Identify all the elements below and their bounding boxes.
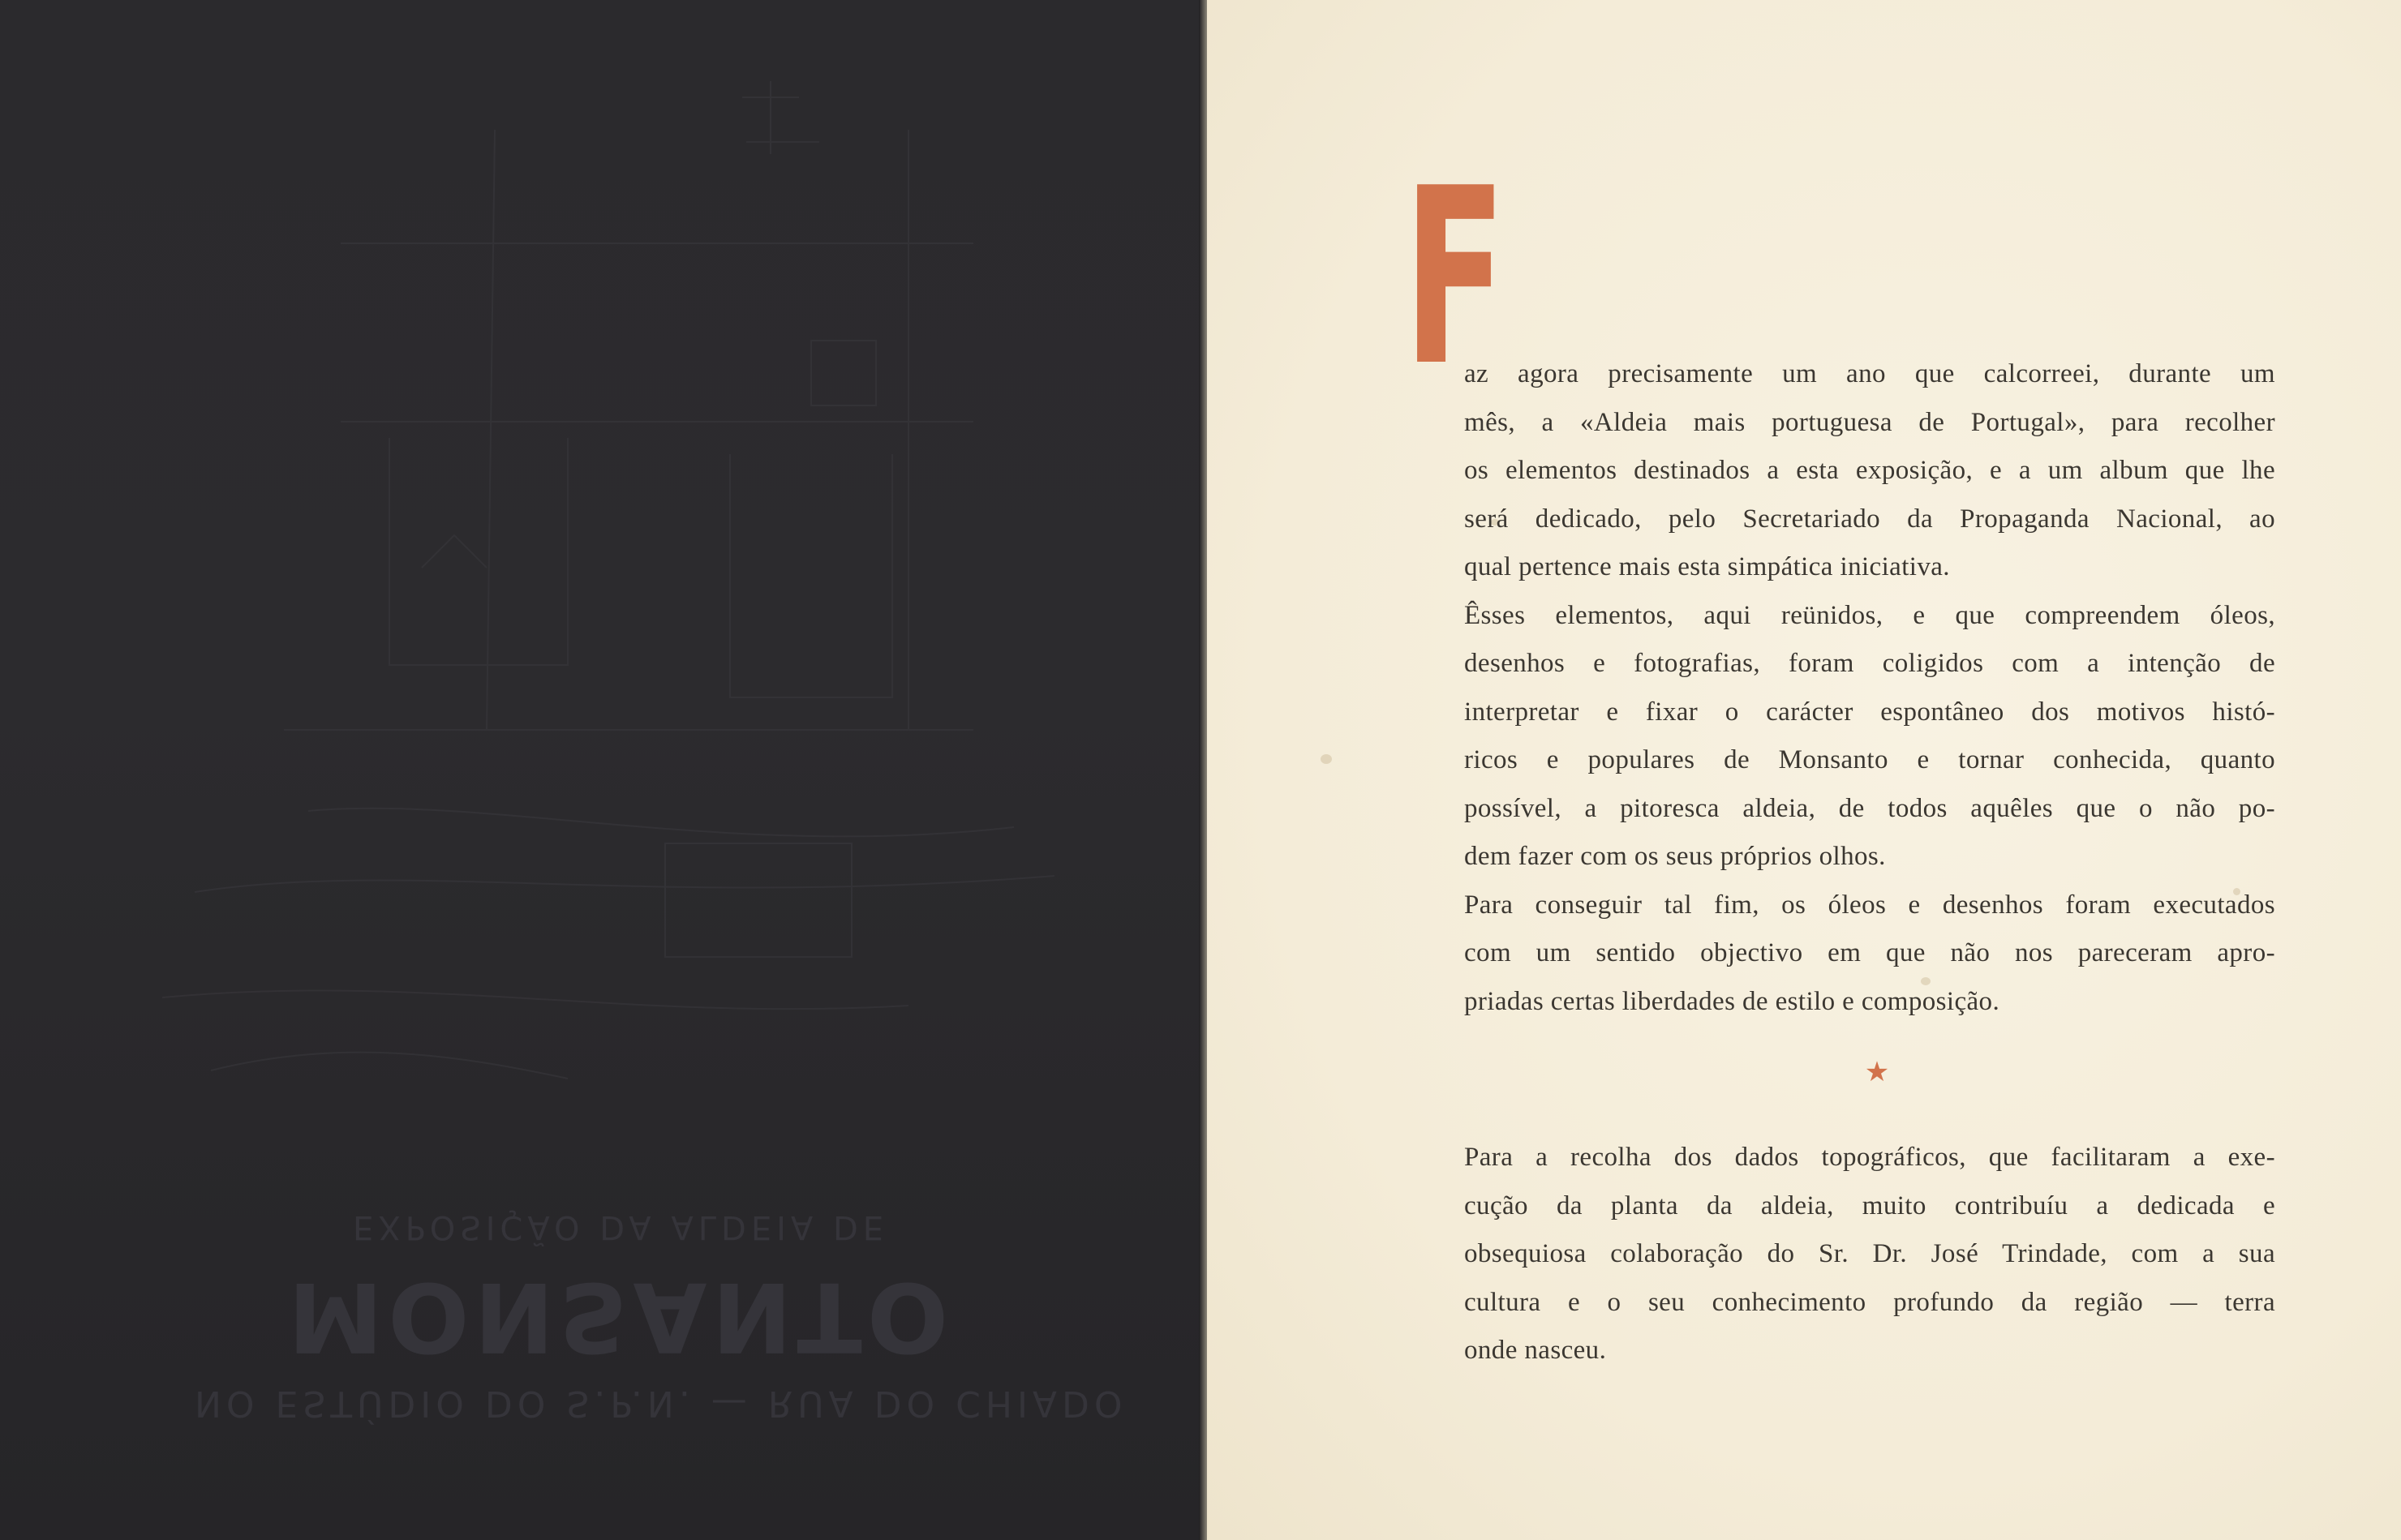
text-line: os elementos destinados a esta exposição, e a um album que lhe <box>1464 456 2275 485</box>
text-line: desenhos e fotografias, foram coligidos com a intenção de <box>1464 649 2275 678</box>
text-line: Para a recolha dos dados topográficos, que facilitaram a exe- <box>1464 1143 2275 1172</box>
text-line: possível, a pitoresca aldeia, de todos aquêles que o não po- <box>1464 793 2275 823</box>
book-spine <box>1199 0 1207 1540</box>
text-line: mês, a «Aldeia mais portuguesa de Portugal», para recolher <box>1464 407 2275 437</box>
text-line: dem fazer com os seus próprios olhos. <box>1464 842 1886 871</box>
paper-speck <box>1321 754 1332 764</box>
text-line: az agora precisamente um ano que calcorreei, durante um <box>1464 359 2275 388</box>
text-line: Êsses elementos, aqui reünidos, e que compreendem óleos, <box>1464 600 2275 630</box>
faint-cover-title: MONSANTO <box>287 1261 954 1373</box>
text-line: será dedicado, pelo Secretariado da Propaganda Nacional, ao <box>1464 504 2275 534</box>
text-line: cultura e o seu conhecimento profundo da região — terra <box>1464 1287 2275 1317</box>
text-line: onde nasceu. <box>1464 1336 1607 1365</box>
back-cover <box>0 0 1199 1540</box>
text-line: ricos e populares de Monsanto e tornar conhecida, quanto <box>1464 745 2275 774</box>
text-line: qual pertence mais esta simpática iniciativa. <box>1464 552 1950 581</box>
text-line: com um sentido objectivo em que não nos pareceram apro- <box>1464 938 2275 967</box>
text-line: cução da planta da aldeia, muito contribuíu a dedicada e <box>1464 1190 2275 1220</box>
text-line: priadas certas liberdades de estilo e composição. <box>1464 986 2000 1016</box>
text-line: obsequiosa colaboração do Sr. Dr. José Trindade, com a sua <box>1464 1239 2275 1268</box>
star-separator-icon: ★ <box>1864 1056 1890 1088</box>
drop-cap-letter: F <box>1403 136 1507 419</box>
text-line: interpretar e fixar o carácter espontâneo dos motivos histó- <box>1464 697 2275 727</box>
text-line: Para conseguir tal fim, os óleos e desenhos foram executados <box>1464 890 2275 920</box>
intro-paragraph <box>1464 350 2275 1026</box>
faint-cover-line: NO ESTÚDIO DO S.P.N. — RUA DO CHIADO <box>195 1383 1127 1424</box>
text-page <box>1207 0 2401 1540</box>
acknowledgement-paragraph <box>1464 1134 2275 1375</box>
faint-cover-line: EXPOSIÇÃO DA ALDEIA DE <box>352 1208 889 1246</box>
